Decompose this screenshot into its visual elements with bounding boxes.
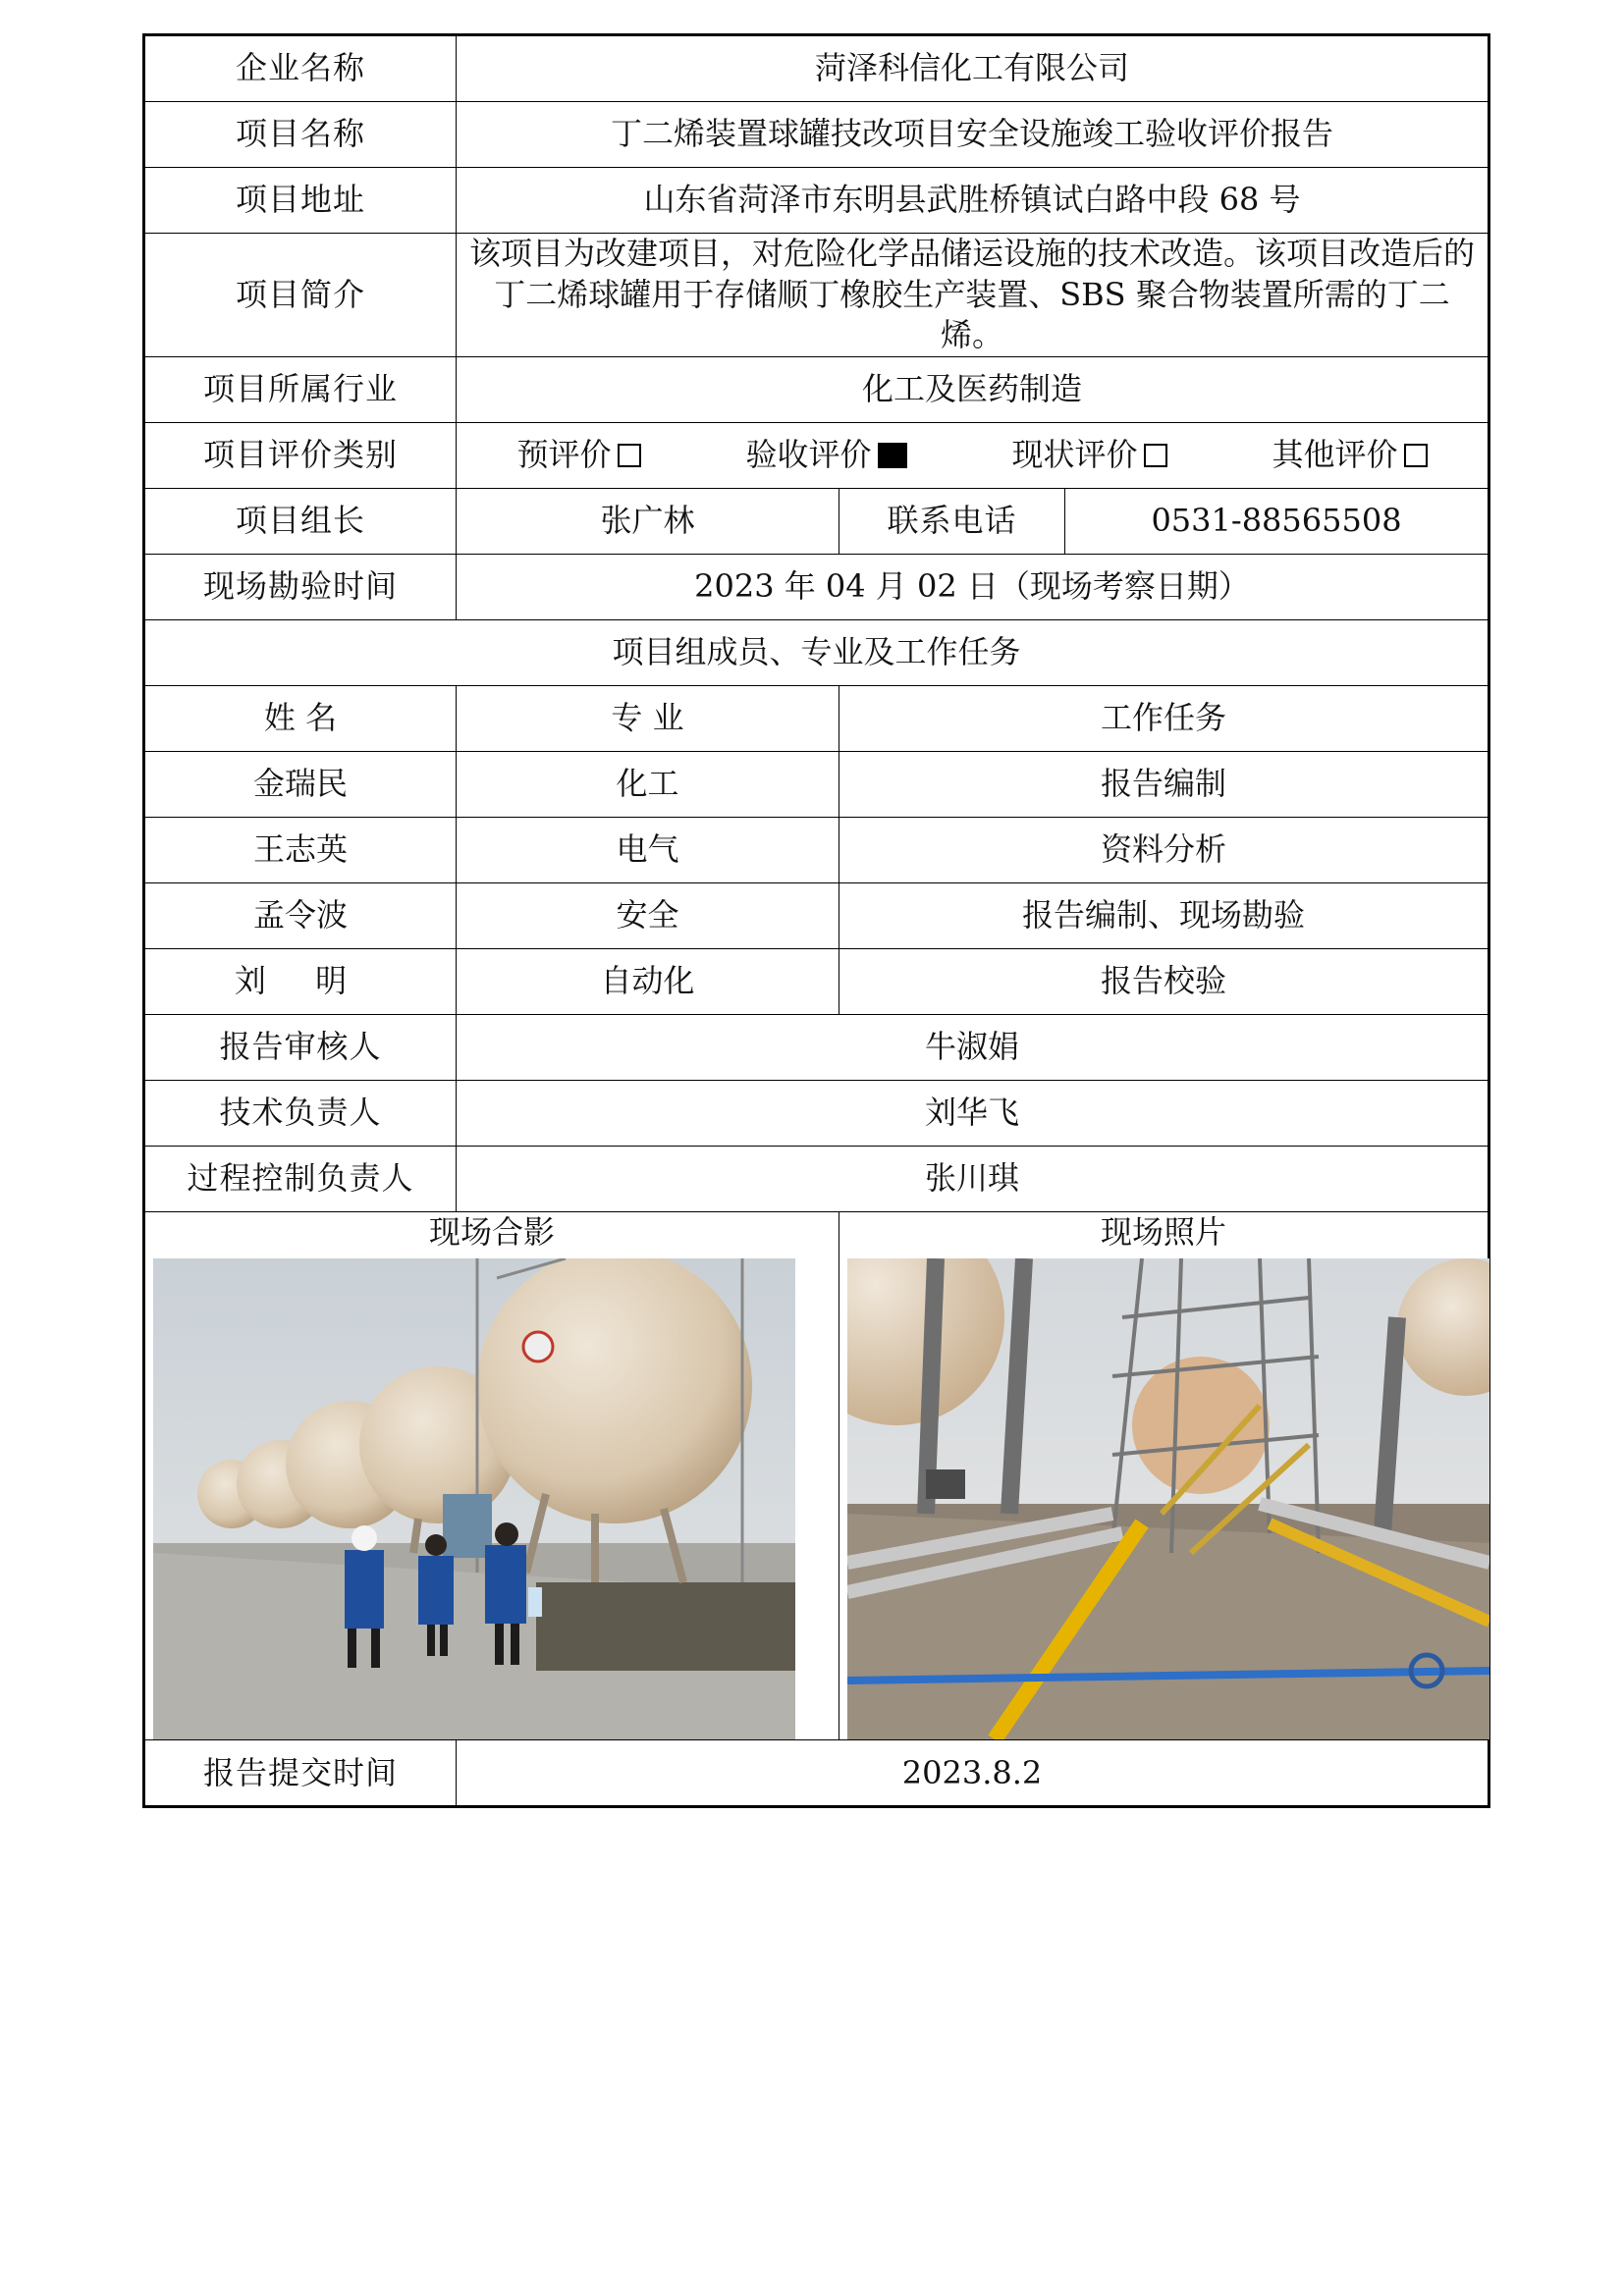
leader-label: 项目组长 (144, 488, 457, 554)
group-photo-title: 现场合影 (428, 1212, 555, 1251)
member-task: 报告校验 (839, 948, 1489, 1014)
row-industry (144, 356, 1489, 422)
evaluation-form (142, 33, 1488, 1808)
phone-label: 联系电话 (839, 488, 1065, 554)
row-company (144, 35, 1489, 102)
eval-option-other[interactable] (1272, 435, 1427, 476)
member-name: 王志英 (144, 817, 457, 882)
eval-option-label: 预评价 (516, 435, 612, 473)
phone-value: 0531-88565508 (1065, 488, 1489, 554)
table-row (144, 817, 1489, 882)
table-row (144, 751, 1489, 817)
submit-time-value: 2023.8.2 (457, 1740, 1489, 1807)
group-photo-image (153, 1258, 795, 1739)
row-leader (144, 488, 1489, 554)
row-project-name (144, 102, 1489, 168)
row-eval-type (144, 422, 1489, 488)
site-photo-title: 现场照片 (1101, 1212, 1227, 1251)
checkbox-empty-icon[interactable] (1404, 444, 1428, 467)
tech-lead-label: 技术负责人 (144, 1080, 457, 1146)
members-header-name: 姓 名 (144, 685, 457, 751)
eval-option-acceptance[interactable] (745, 435, 906, 476)
form-table (142, 33, 1490, 1808)
member-major: 化工 (457, 751, 839, 817)
row-members-title (144, 619, 1489, 685)
eval-option-label: 现状评价 (1011, 435, 1138, 473)
company-label: 企业名称 (144, 35, 457, 102)
row-project-intro (144, 234, 1489, 357)
project-intro-value: 该项目为改建项目，对危险化学品储运设施的技术改造。该项目改造后的丁二烯球罐用于存储顺丁橡胶生产装置、SBS 聚合物装置所需的丁二烯。 (457, 234, 1489, 357)
checkbox-empty-icon[interactable] (618, 444, 641, 467)
member-task: 资料分析 (839, 817, 1489, 882)
checkbox-checked-icon[interactable] (878, 443, 907, 468)
members-header-major: 专 业 (457, 685, 839, 751)
process-lead-value: 张川琪 (457, 1146, 1489, 1211)
site-photo-cell (839, 1211, 1489, 1740)
member-task: 报告编制 (839, 751, 1489, 817)
project-name-value: 丁二烯装置球罐技改项目安全设施竣工验收评价报告 (457, 102, 1489, 168)
row-project-address (144, 168, 1489, 234)
reviewer-value: 牛淑娟 (457, 1014, 1489, 1080)
site-photo-image (847, 1258, 1489, 1739)
eval-type-options (457, 422, 1489, 488)
members-section-title: 项目组成员、专业及工作任务 (144, 619, 1489, 685)
process-lead-label: 过程控制负责人 (144, 1146, 457, 1211)
project-address-label: 项目地址 (144, 168, 457, 234)
industry-label: 项目所属行业 (144, 356, 457, 422)
submit-time-label: 报告提交时间 (144, 1740, 457, 1807)
row-process-lead (144, 1146, 1489, 1211)
checkbox-empty-icon[interactable] (1144, 444, 1167, 467)
member-name: 金瑞民 (144, 751, 457, 817)
leader-value: 张广林 (457, 488, 839, 554)
eval-option-pre[interactable] (516, 435, 640, 476)
tech-lead-value: 刘华飞 (457, 1080, 1489, 1146)
reviewer-label: 报告审核人 (144, 1014, 457, 1080)
members-header-task: 工作任务 (839, 685, 1489, 751)
row-tech-lead (144, 1080, 1489, 1146)
row-reviewer (144, 1014, 1489, 1080)
member-task: 报告编制、现场勘验 (839, 882, 1489, 948)
member-name: 孟令波 (144, 882, 457, 948)
member-major: 自动化 (457, 948, 839, 1014)
industry-value: 化工及医药制造 (457, 356, 1489, 422)
eval-option-label: 其他评价 (1272, 435, 1398, 473)
project-address-value: 山东省菏泽市东明县武胜桥镇试白路中段 68 号 (457, 168, 1489, 234)
member-major: 电气 (457, 817, 839, 882)
eval-option-label: 验收评价 (745, 435, 872, 473)
members-header-row (144, 685, 1489, 751)
table-row (144, 948, 1489, 1014)
eval-option-current[interactable] (1011, 435, 1166, 476)
row-photos (144, 1211, 1489, 1740)
survey-time-value: 2023 年 04 月 02 日（现场考察日期） (457, 554, 1489, 619)
member-name: 刘 明 (144, 948, 457, 1014)
project-name-label: 项目名称 (144, 102, 457, 168)
row-submit-time (144, 1740, 1489, 1807)
member-major: 安全 (457, 882, 839, 948)
project-intro-label: 项目简介 (144, 234, 457, 357)
table-row (144, 882, 1489, 948)
row-survey-time (144, 554, 1489, 619)
group-photo-cell (144, 1211, 839, 1740)
company-value: 菏泽科信化工有限公司 (457, 35, 1489, 102)
eval-type-label: 项目评价类别 (144, 422, 457, 488)
survey-time-label: 现场勘验时间 (144, 554, 457, 619)
